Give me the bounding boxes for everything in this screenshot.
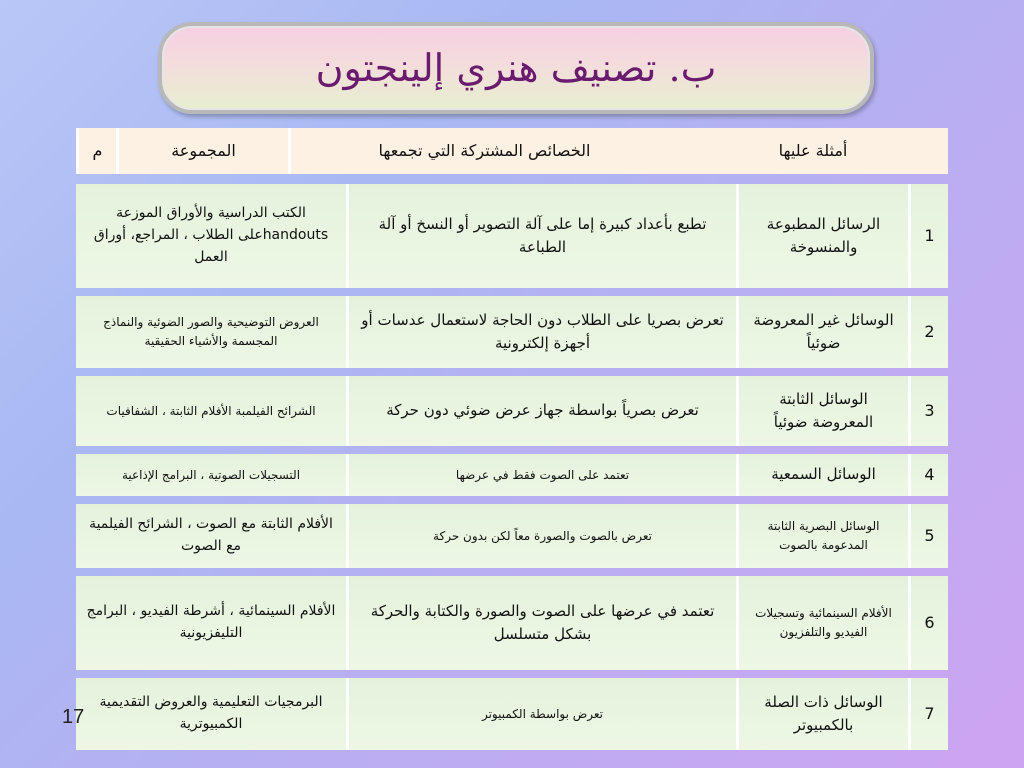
table-row [76,504,948,568]
table-row [76,576,948,670]
row-group: الوسائل السمعية [736,454,908,496]
row-examples: الكتب الدراسية والأوراق الموزعة handoutsعلى الطلاب ، المراجع، أوراق العمل [93,205,329,265]
header-examples: أمثلة عليها [778,140,848,160]
row-num: 2 [908,296,948,368]
row-group: الوسائل ذات الصلة بالكمبيوتر [736,678,908,750]
table-row [76,678,948,750]
row-group: الوسائل الثابتة المعروضة ضوئياً [736,376,908,446]
row-features: تعرض بصرياً بواسطة جهاز عرض ضوئي دون حركة [346,376,736,446]
slide-title-box [158,22,874,114]
row-group: الوسائل غير المعروضة ضوئياً [736,296,908,368]
row-examples: الأفلام الثابتة مع الصوت ، الشرائح الفيلمية مع الصوت [89,516,333,554]
table-row [76,296,948,368]
row-examples: البرمجيات التعليمية والعروض التقديمية الكمبيوترية [99,694,323,732]
page-number: 17 [62,706,85,728]
row-features: تعرض بالصوت والصورة معاً لكن بدون حركة [346,504,736,568]
row-num: 4 [908,454,948,496]
row-examples: العروض التوضيحية والصور الضوئية والنماذج المجسمة والأشياء الحقيقية [103,315,319,348]
row-group: الوسائل البصرية الثابتة المدعومة بالصوت [736,504,908,568]
row-num: 3 [908,376,948,446]
table-row [76,454,948,496]
row-features: تعرض بواسطة الكمبيوتر [346,678,736,750]
row-features: تعتمد على الصوت فقط في عرضها [346,454,736,496]
row-examples: الأفلام السينمائية ، أشرطة الفيديو ، البرامج التليفزيونية [86,603,336,641]
row-num: 1 [908,184,948,288]
row-features: تطبع بأعداد كبيرة إما على آلة التصوير أو النسخ أو آلة الطباعة [346,184,736,288]
table-row [76,376,948,446]
table-header-row [76,128,948,174]
header-num: م [76,128,116,174]
row-examples: الشرائح الفيلمبة الأفلام الثابتة ، الشفافيات [106,403,316,418]
row-num: 5 [908,504,948,568]
table-row [76,184,948,288]
row-group: الأفلام السينمائية وتسجيلات الفيديو والتلفزيون [736,576,908,670]
row-num: 6 [908,576,948,670]
row-features: تعرض بصريا على الطلاب دون الحاجة لاستعمال عدسات أو أجهزة إلكترونية [346,296,736,368]
row-examples: التسجيلات الصوتية ، البرامج الإذاعية [121,467,301,482]
row-group: الرسائل المطبوعة والمنسوخة [736,184,908,288]
row-features: تعتمد في عرضها على الصوت والصورة والكتابة والحركة بشكل متسلسل [346,576,736,670]
header-features: الخصائص المشتركة التي تجمعها [288,128,678,174]
row-num: 7 [908,678,948,750]
header-group: المجموعة [116,128,288,174]
slide-title: ب. تصنيف هنري إلينجتون [315,46,717,90]
